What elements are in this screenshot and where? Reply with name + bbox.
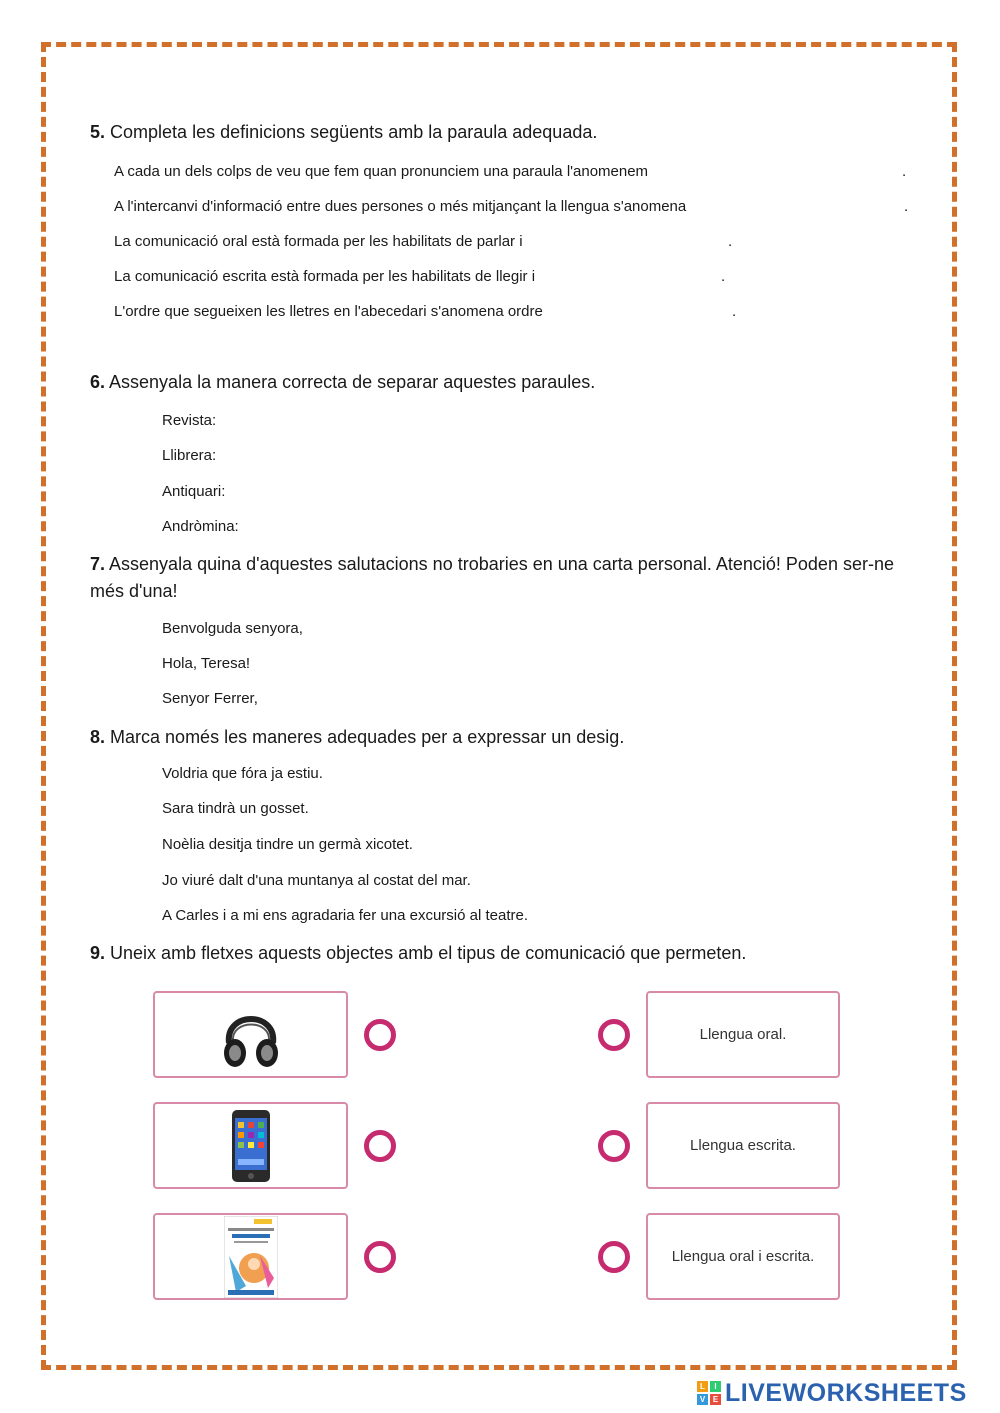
q7-title: [90, 551, 920, 605]
q9-title: [90, 940, 920, 967]
logo-tile-1: L: [697, 1381, 708, 1392]
logo-tile-3: V: [697, 1394, 708, 1405]
q6-title: [90, 369, 920, 396]
q6-number: 6.: [90, 372, 106, 392]
q5-title: [90, 119, 920, 146]
q8-number: 8.: [90, 727, 106, 747]
q5-blank-3-end: .: [728, 233, 733, 250]
q8-option-2[interactable]: Sara tindrà un gosset.: [162, 800, 309, 817]
smartphone-icon: [231, 1109, 271, 1183]
q5-text: Completa les definicions següents amb la paraula adequada.: [110, 122, 598, 142]
q5-blank-2-end: .: [904, 198, 909, 215]
q9-left-connector-3[interactable]: [364, 1241, 396, 1273]
logo-tile-4: E: [710, 1394, 721, 1405]
q5-blank-5-end: .: [732, 303, 737, 320]
q8-text: Marca només les maneres adequades per a expressar un desig.: [110, 727, 625, 747]
q5-line-4: La comunicació escrita està formada per les habilitats de llegir i: [114, 268, 536, 285]
q9-right-label-3: Llengua oral i escrita.: [671, 1248, 815, 1265]
q9-right-connector-2[interactable]: [598, 1130, 630, 1162]
q5-number: 5.: [90, 122, 106, 142]
q7-number: 7.: [90, 554, 106, 574]
q6-option-1[interactable]: Revista:: [162, 412, 217, 429]
q5-line-3: La comunicació oral està formada per les habilitats de parlar i: [114, 233, 523, 250]
q9-left-box-book: [153, 1213, 348, 1300]
q8-title: [90, 724, 920, 751]
logo-text: LIVEWORKSHEETS: [725, 1378, 967, 1407]
q5-line-5: L'ordre que segueixen les lletres en l'abecedari s'anomena ordre: [114, 303, 543, 320]
headphones-icon: [219, 999, 283, 1071]
liveworksheets-logo: [697, 1378, 967, 1408]
q5-line-1: A cada un dels colps de veu que fem quan pronunciem una paraula l'anomenem: [114, 163, 649, 180]
book-icon: [224, 1216, 278, 1298]
q5-line-2: A l'intercanvi d'informació entre dues persones o més mitjançant la llengua s'anomena: [114, 198, 687, 215]
q9-text: Uneix amb fletxes aquests objectes amb el tipus de comunicació que permeten.: [110, 943, 747, 963]
logo-tile-2: I: [710, 1381, 721, 1392]
q8-option-4[interactable]: Jo viuré dalt d'una muntanya al costat del mar.: [162, 872, 471, 889]
q6-text: Assenyala la manera correcta de separar aquestes paraules.: [109, 372, 596, 392]
q8-option-1[interactable]: Voldria que fóra ja estiu.: [162, 765, 323, 782]
q7-option-3[interactable]: Senyor Ferrer,: [162, 690, 258, 707]
q5-blank-4-end: .: [721, 268, 726, 285]
q9-number: 9.: [90, 943, 106, 963]
logo-tiles: [697, 1381, 721, 1405]
q9-left-connector-2[interactable]: [364, 1130, 396, 1162]
q9-right-connector-3[interactable]: [598, 1241, 630, 1273]
q9-left-box-smartphone: [153, 1102, 348, 1189]
q8-option-3[interactable]: Noèlia desitja tindre un germà xicotet.: [162, 836, 413, 853]
q9-right-box-both: [646, 1213, 840, 1300]
q9-right-box-oral: [646, 991, 840, 1078]
q6-option-3[interactable]: Antiquari:: [162, 483, 226, 500]
q8-option-5[interactable]: A Carles i a mi ens agradaria fer una excursió al teatre.: [162, 907, 529, 924]
q9-right-box-written: [646, 1102, 840, 1189]
q9-right-label-2: Llengua escrita.: [690, 1137, 796, 1154]
q6-option-2[interactable]: Llibrera:: [162, 447, 217, 464]
q9-right-label-1: Llengua oral.: [699, 1026, 787, 1043]
q7-option-2[interactable]: Hola, Teresa!: [162, 655, 251, 672]
q9-left-connector-1[interactable]: [364, 1019, 396, 1051]
q7-text: Assenyala quina d'aquestes salutacions no trobaries en una carta personal. Atenció! Poden ser-ne més d'una!: [90, 554, 894, 601]
q9-right-connector-1[interactable]: [598, 1019, 630, 1051]
q5-blank-1-end: .: [902, 163, 907, 180]
q6-option-4[interactable]: Andròmina:: [162, 518, 239, 535]
q7-option-1[interactable]: Benvolguda senyora,: [162, 620, 303, 637]
q9-left-box-headphones: [153, 991, 348, 1078]
